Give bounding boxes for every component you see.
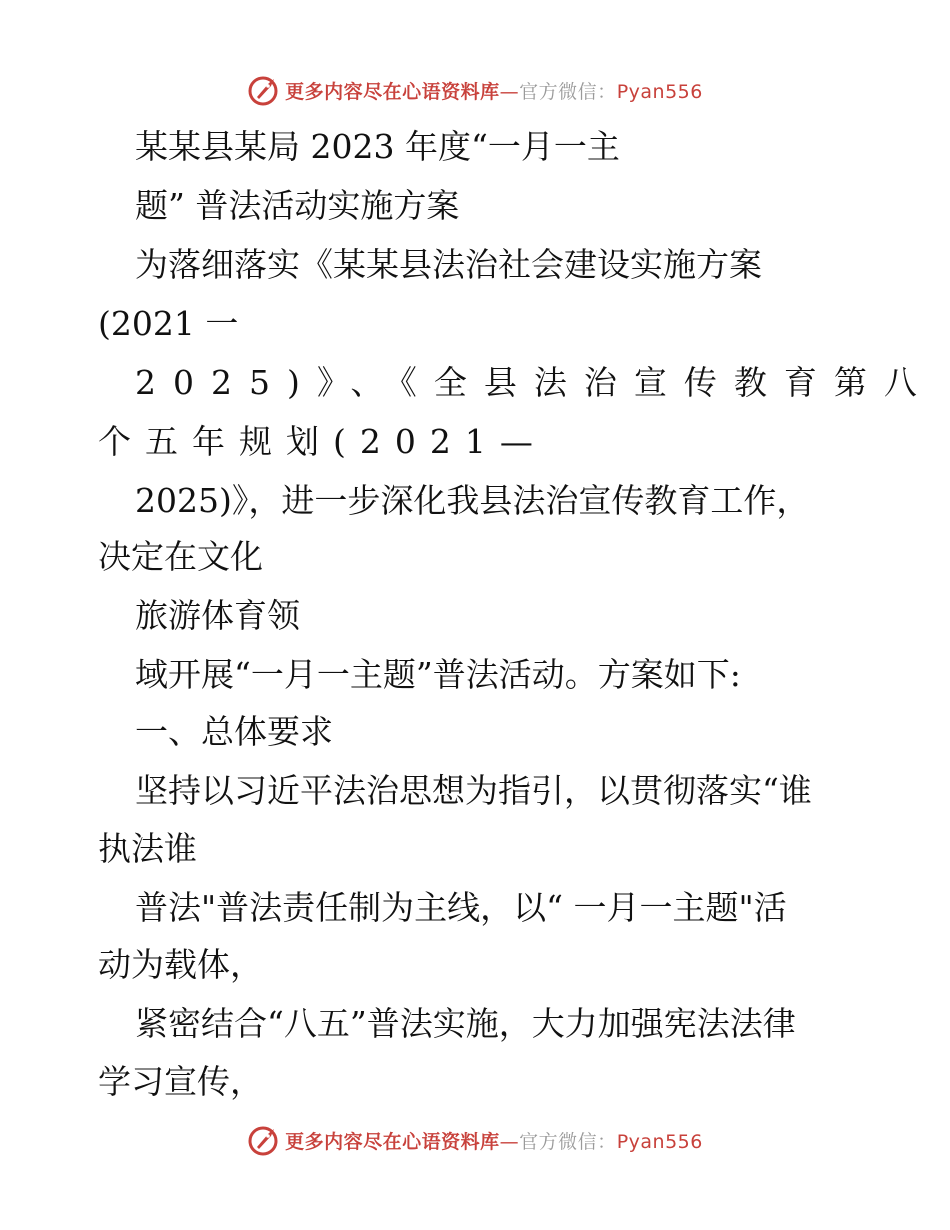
title-line-2: 题” 普法活动实施方案: [135, 186, 460, 225]
watermark-dash: —: [499, 80, 520, 103]
watermark-label: 官方微信：: [519, 80, 617, 103]
body-line: 学习宣传，: [98, 1062, 263, 1101]
watermark-bottom: [0, 1120, 950, 1160]
body-line: 2025)》、《全县法治宣传教育第八: [135, 363, 934, 402]
body-line: 决定在文化: [98, 537, 263, 576]
body-line: 紧密结合“八五”普法实施，大力加强宪法法律: [135, 1004, 796, 1043]
watermark-dash: —: [499, 1130, 520, 1153]
watermark-text: [285, 1127, 703, 1154]
body-line: 动为载体，: [98, 945, 263, 984]
watermark-brand: 更多内容尽在心语资料库: [285, 1130, 500, 1153]
body-line: 个五年规划(2021—: [98, 422, 547, 461]
body-line: 普法"普法责任制为主线，以“ 一月一主题"活: [135, 888, 787, 927]
body-line: (2021 一: [98, 304, 239, 343]
watermark-brand: 更多内容尽在心语资料库: [285, 80, 500, 103]
body-line: 域开展“一月一主题”普法活动。方案如下:: [135, 655, 741, 694]
body-line: 坚持以习近平法治思想为指引，以贯彻落实“谁: [135, 771, 812, 810]
watermark-label: 官方微信：: [519, 1130, 617, 1153]
body-line: 2025)》，进一步深化我县法治宣传教育工作，: [135, 481, 810, 520]
watermark-account: Pyan556: [616, 1130, 703, 1153]
title-line-1: 某某县某局 2023 年度“一月一主: [135, 127, 620, 166]
section-heading: 一、总体要求: [135, 712, 333, 751]
body-line: 旅游体育领: [135, 596, 300, 635]
body-line: 为落细落实《某某县法治社会建设实施方案: [135, 245, 762, 284]
pen-nib-circle-icon: [247, 1123, 281, 1157]
body-line: 执法谁: [98, 829, 197, 868]
watermark-account: Pyan556: [616, 80, 703, 103]
